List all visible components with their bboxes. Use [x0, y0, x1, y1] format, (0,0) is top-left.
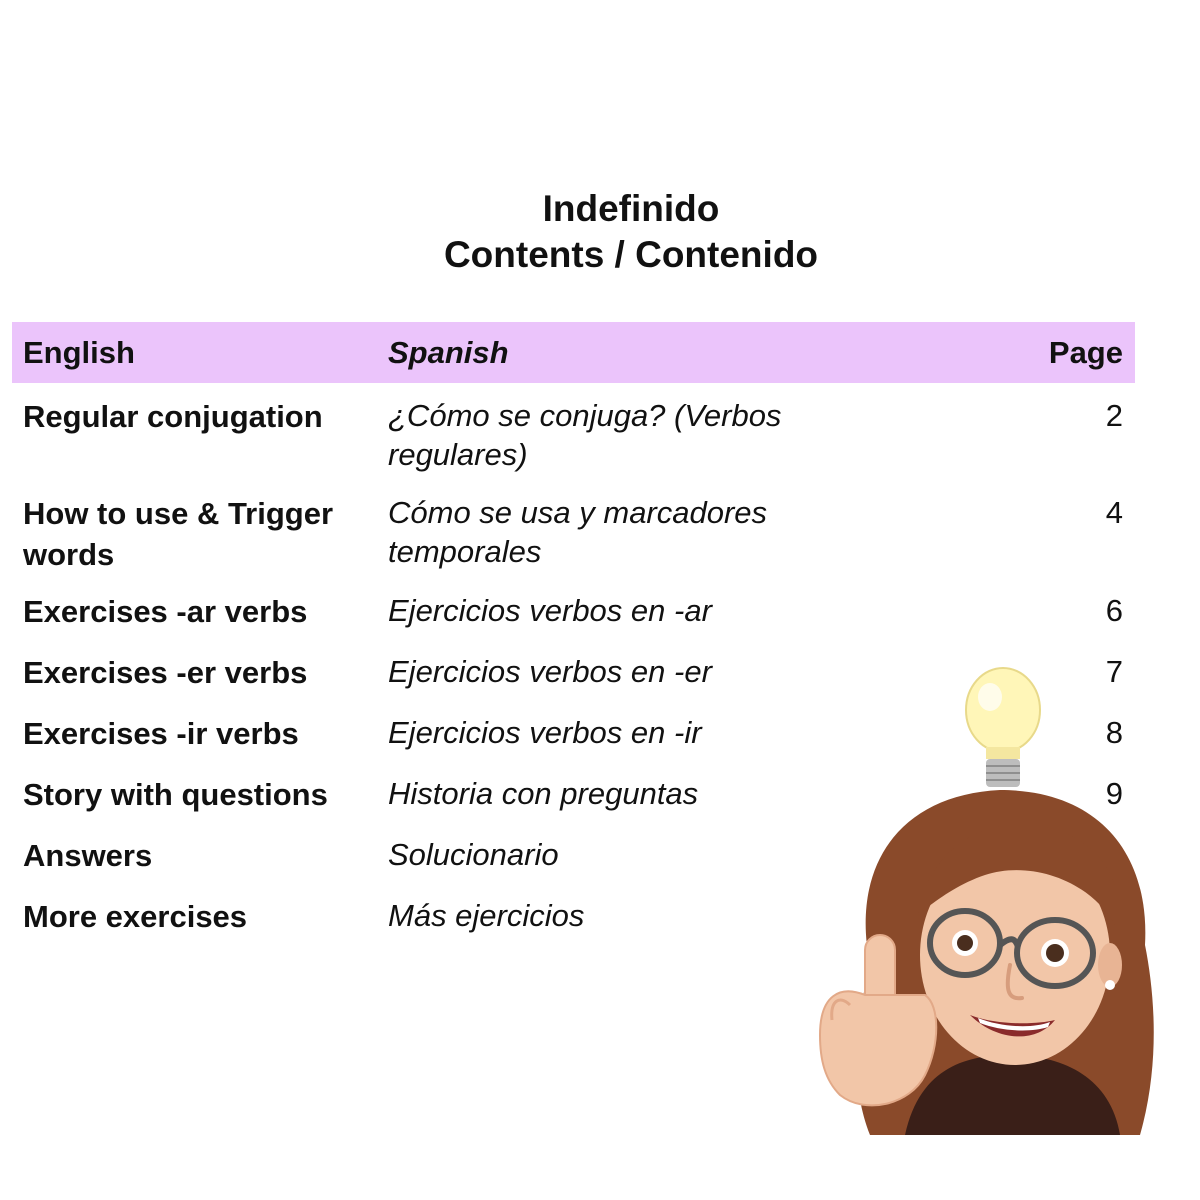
page-title [0, 186, 1200, 278]
row-spanish: Más ejercicios [388, 898, 585, 933]
row-english: Exercises -ir verbs [23, 716, 299, 751]
row-english: How to use & Trigger words [23, 496, 334, 572]
table-row[interactable] [12, 591, 1135, 652]
table-row[interactable] [12, 493, 1135, 591]
row-page: 8 [1105, 715, 1123, 750]
row-english: Regular conjugation [23, 399, 323, 434]
row-spanish: Ejercicios verbos en -er [388, 654, 712, 689]
row-spanish: Ejercicios verbos en -ar [388, 593, 712, 628]
row-spanish: Historia con preguntas [388, 776, 699, 811]
row-english: More exercises [23, 899, 248, 934]
table-header [12, 322, 1135, 383]
row-page: 6 [1105, 593, 1123, 628]
row-spanish: Solucionario [388, 837, 559, 872]
row-english: Answers [23, 838, 153, 873]
row-spanish: Ejercicios verbos en -ir [388, 715, 702, 750]
title-line-1: Indefinido [542, 188, 720, 229]
row-english: Exercises -er verbs [23, 655, 308, 690]
header-spanish: Spanish [388, 334, 509, 370]
row-page: 2 [1105, 398, 1123, 433]
header-english: English [23, 334, 135, 370]
header-page: Page [1048, 334, 1123, 370]
row-spanish: Cómo se usa y marcadores temporales [388, 495, 768, 569]
row-english: Exercises -ar verbs [23, 594, 308, 629]
row-page: 9 [1105, 776, 1123, 811]
memoji-avatar [810, 665, 1170, 1145]
row-page: 4 [1105, 495, 1123, 530]
title-line-2: Contents / Contenido [443, 234, 819, 275]
row-page: 7 [1105, 654, 1123, 689]
row-english: Story with questions [23, 777, 328, 812]
table-row[interactable] [12, 396, 1135, 493]
row-spanish: ¿Cómo se conjuga? (Verbos regulares) [388, 398, 782, 472]
lightbulb-icon [966, 668, 1040, 787]
